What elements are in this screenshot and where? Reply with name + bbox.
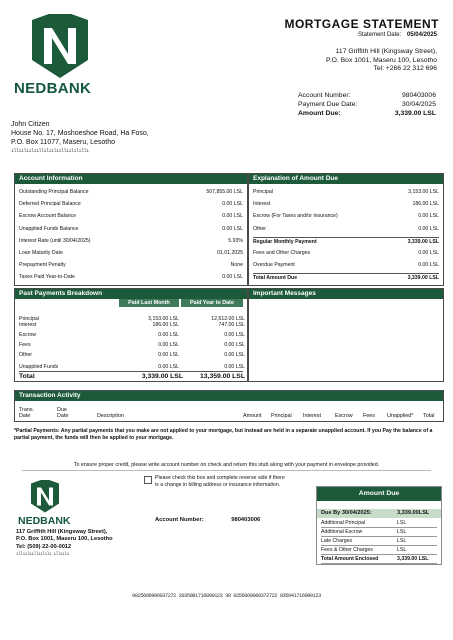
explanation-row: [253, 249, 439, 258]
account-info-label: Prepayment Penalty: [19, 262, 66, 269]
explanation-label: Principal: [253, 189, 273, 195]
col-trans-date: Trans. Date: [19, 407, 35, 419]
account-info-value: 507,855.00 LSL: [206, 189, 243, 195]
account-info-label: Deferred Principal Balance: [19, 201, 81, 208]
paid-last-month-value: 3,153.00 LSL: [148, 316, 179, 322]
stub-line-label: Additional Principal: [321, 520, 366, 526]
account-info-row: [19, 212, 243, 221]
account-info-value: 0.00 LSL: [222, 201, 243, 208]
col-escrow: Escrow: [335, 413, 353, 419]
statement-date: Statement Date: 05/04/2025: [357, 32, 437, 38]
stub-scan-line: 0025606906037272 2035981716090123 30 0256069060372722 035941716090123: [132, 593, 321, 599]
account-info-value: 0.00 LSL: [222, 274, 243, 281]
stub-line-value: LSL: [397, 547, 407, 553]
account-info-box: [14, 173, 248, 286]
stub-amount-line[interactable]: [321, 528, 437, 537]
explanation-label: Regular Monthly Payment: [253, 238, 317, 245]
past-payment-label: Fees: [19, 342, 31, 348]
explanation-value: 186.00 LSL: [412, 201, 439, 208]
explanation-label: Overdue Payment: [253, 262, 295, 269]
past-payments-title: Past Payments Breakdown: [15, 289, 247, 299]
explanation-row: [253, 188, 439, 197]
account-info-label: Outstanding Principal Balance: [19, 189, 89, 195]
partial-payment-note: *Partial Payments: Any partial payments that you make are not applied to your mortgage, but instead are held in a separate unapplied account. If you Pay the balance of a partial payment, the funds will then be applied to your mortgage.: [14, 428, 433, 441]
stub-divider: [22, 470, 431, 471]
past-payment-label: Principal: [19, 316, 39, 322]
stub-due-by: Due By 30/04/2025: 3,339.00LSL: [317, 509, 441, 518]
account-info-row: [19, 273, 243, 282]
explanation-row: [253, 212, 439, 221]
explanation-value: 0.00 LSL: [418, 262, 439, 269]
transaction-activity-box: [14, 390, 444, 422]
stub-nedbank-n-icon: [26, 480, 64, 514]
col-interest: Interest: [303, 413, 321, 419]
explanation-row: [253, 261, 439, 270]
stub-brand-name: NEDBANK: [18, 515, 71, 527]
col-total: Total: [423, 413, 435, 419]
paid-last-month-value: 186.00 LSL: [152, 322, 179, 328]
explanation-label: Fees and Other Charges: [253, 250, 311, 256]
col-unapplied: Unapplied*: [387, 413, 414, 419]
stub-amount-line[interactable]: [321, 537, 437, 546]
explanation-row: [253, 225, 439, 234]
explanation-box: [248, 173, 444, 286]
paid-ytd-value: 0.00 LSL: [224, 352, 245, 358]
account-info-row: [19, 200, 243, 209]
account-info-value: None: [230, 262, 243, 269]
brand-name: NEDBANK: [14, 80, 92, 97]
past-payments-total: Total 3,339.00 LSL 13,359.00 LSL: [19, 373, 245, 380]
col-description: Description: [97, 413, 124, 419]
explanation-label: Interest: [253, 201, 271, 208]
col-fees: Fees: [363, 413, 375, 419]
important-messages-title: Important Messages: [249, 289, 443, 299]
col-paid-ytd: Paid Year to Date: [181, 299, 243, 307]
account-info-label: Unapplied Funds Balance: [19, 225, 79, 232]
paid-ytd-value: 12,612.00 LSL: [211, 316, 245, 322]
stub-account-number: Account Number: 980403006: [155, 517, 261, 523]
bank-address: 117 Griffith Hill (Kingsway Street), P.O. Box 1001, Maseru 100, Lesotho Tel: +266 22 312 696: [326, 48, 437, 73]
change-address-checkbox[interactable]: [144, 476, 152, 484]
explanation-label: Total Amount Due: [253, 275, 298, 282]
stub-address: 117 Griffith Hill (Kingsway Street), P.O. Box 1001, Maseru 100, Lesotho Tel: (509) 22-00-0012 ıllıılııllıılılı ıllıılı: [16, 529, 113, 558]
account-info-value: 5.93%: [228, 237, 243, 244]
transaction-activity-title: Transaction Activity: [15, 391, 443, 401]
paid-last-month-value: 0.00 LSL: [158, 342, 179, 348]
paid-last-month-value: 0.00 LSL: [158, 332, 179, 338]
stub-line-value: LSL: [397, 520, 407, 526]
stub-line-value: 3,339.00 LSL: [397, 556, 429, 562]
account-info-label: Escrow Account Balance: [19, 213, 77, 220]
account-info-value: 0.00 LSL: [222, 225, 243, 232]
account-info-row: [19, 237, 243, 246]
account-info-value: 01.01.2025: [217, 250, 243, 256]
explanation-value: 3,339.00 LSL: [407, 238, 439, 245]
stub-postal-barcode: ıllıılııllıılılı ıllıılı: [16, 552, 69, 558]
account-info-label: Interest Rate (until 30/04/2025): [19, 237, 91, 244]
account-info-value: 0.00 LSL: [222, 213, 243, 220]
col-amount: Amount: [243, 413, 262, 419]
account-info-row: [19, 188, 243, 197]
stub-line-label: Fees & Other Charges: [321, 547, 373, 553]
nedbank-logo: [22, 14, 98, 80]
paid-ytd-value: 747.00 LSL: [218, 322, 245, 328]
account-info-label: Taxes Paid Year-to-Date: [19, 274, 75, 281]
stub-line-label: Additional Escrow: [321, 529, 363, 535]
explanation-value: 0.00 LSL: [418, 213, 439, 220]
past-payment-row: [19, 341, 243, 350]
stub-nedbank-logo: [26, 480, 64, 514]
account-info-row: [19, 261, 243, 270]
account-info-row: [19, 249, 243, 258]
past-payment-row: [19, 351, 243, 360]
stub-amount-line[interactable]: [321, 546, 437, 555]
explanation-value: 3,153.00 LSL: [408, 189, 439, 195]
postal-barcode: ıllıılıılııllılıılııllıılılıllı: [11, 148, 89, 155]
past-payment-label: Other: [19, 352, 32, 358]
explanation-label: Escrow (For Taxes and/or insurance): [253, 213, 338, 220]
customer-address: John Citizen House No. 17, Moshoeshoe Road, Ha Foso, P.O. Box 11077, Maseru, Lesotho ıllıılıılııllılıılııllıılılıllı: [11, 121, 149, 155]
past-payment-label: Escrow: [19, 332, 37, 338]
nedbank-n-icon: [22, 14, 98, 80]
statement-title: MORTGAGE STATEMENT: [284, 17, 439, 31]
stub-line-value: LSL: [397, 538, 407, 544]
explanation-row: [253, 200, 439, 209]
stub-amount-line[interactable]: [321, 555, 437, 564]
past-payment-row: [19, 321, 243, 330]
paid-ytd-value: 0.00 LSL: [224, 342, 245, 348]
paid-last-month-value: 0.00 LSL: [158, 352, 179, 358]
stub-amount-due-title: Amount Due: [317, 487, 441, 501]
paid-ytd-value: 0.00 LSL: [224, 332, 245, 338]
change-address-note: Please check this box and complete reverse side if there is a change in billing address or insurance information.: [155, 475, 285, 488]
account-info-row: [19, 225, 243, 234]
explanation-value: 0.00 LSL: [418, 225, 439, 232]
stub-line-value: LSL: [397, 529, 407, 535]
stub-amount-due-box: [316, 486, 442, 565]
paid-last-month-value: 0.00 LSL: [158, 364, 179, 370]
stub-instruction: To ensure proper credit, please write account number on check and return this stub along with your payment in envelope provided.: [73, 462, 380, 468]
past-payments-box: [14, 288, 248, 382]
explanation-row: [253, 273, 439, 283]
col-principal: Principal: [271, 413, 292, 419]
account-info-label: Loan Maturity Date: [19, 250, 63, 256]
account-summary: Account Number: 980403006 Payment Due Date: 30/04/2025 Amount Due: 3,339.00 LSL: [298, 92, 436, 117]
past-payment-label: Unapplied Funds: [19, 364, 59, 370]
paid-ytd-value: 0.00 LSL: [224, 364, 245, 370]
important-messages-box: [248, 288, 444, 382]
past-payment-row: [19, 331, 243, 340]
past-payment-label: Interest: [19, 322, 37, 328]
stub-line-label: Total Amount Enclosed: [321, 556, 379, 562]
stub-amount-line[interactable]: [321, 519, 437, 528]
explanation-value: 0.00 LSL: [418, 250, 439, 256]
account-info-title: Account Information: [15, 174, 247, 184]
col-due-date: Due Date: [57, 407, 69, 419]
explanation-value: 3,339.00 LSL: [407, 275, 439, 282]
stub-line-label: Late Charges: [321, 538, 353, 544]
col-paid-last-month: Paid Last Month: [119, 299, 179, 307]
explanation-title: Explanation of Amount Due: [249, 174, 443, 184]
explanation-label: Other: [253, 225, 266, 232]
explanation-row: [253, 237, 439, 247]
